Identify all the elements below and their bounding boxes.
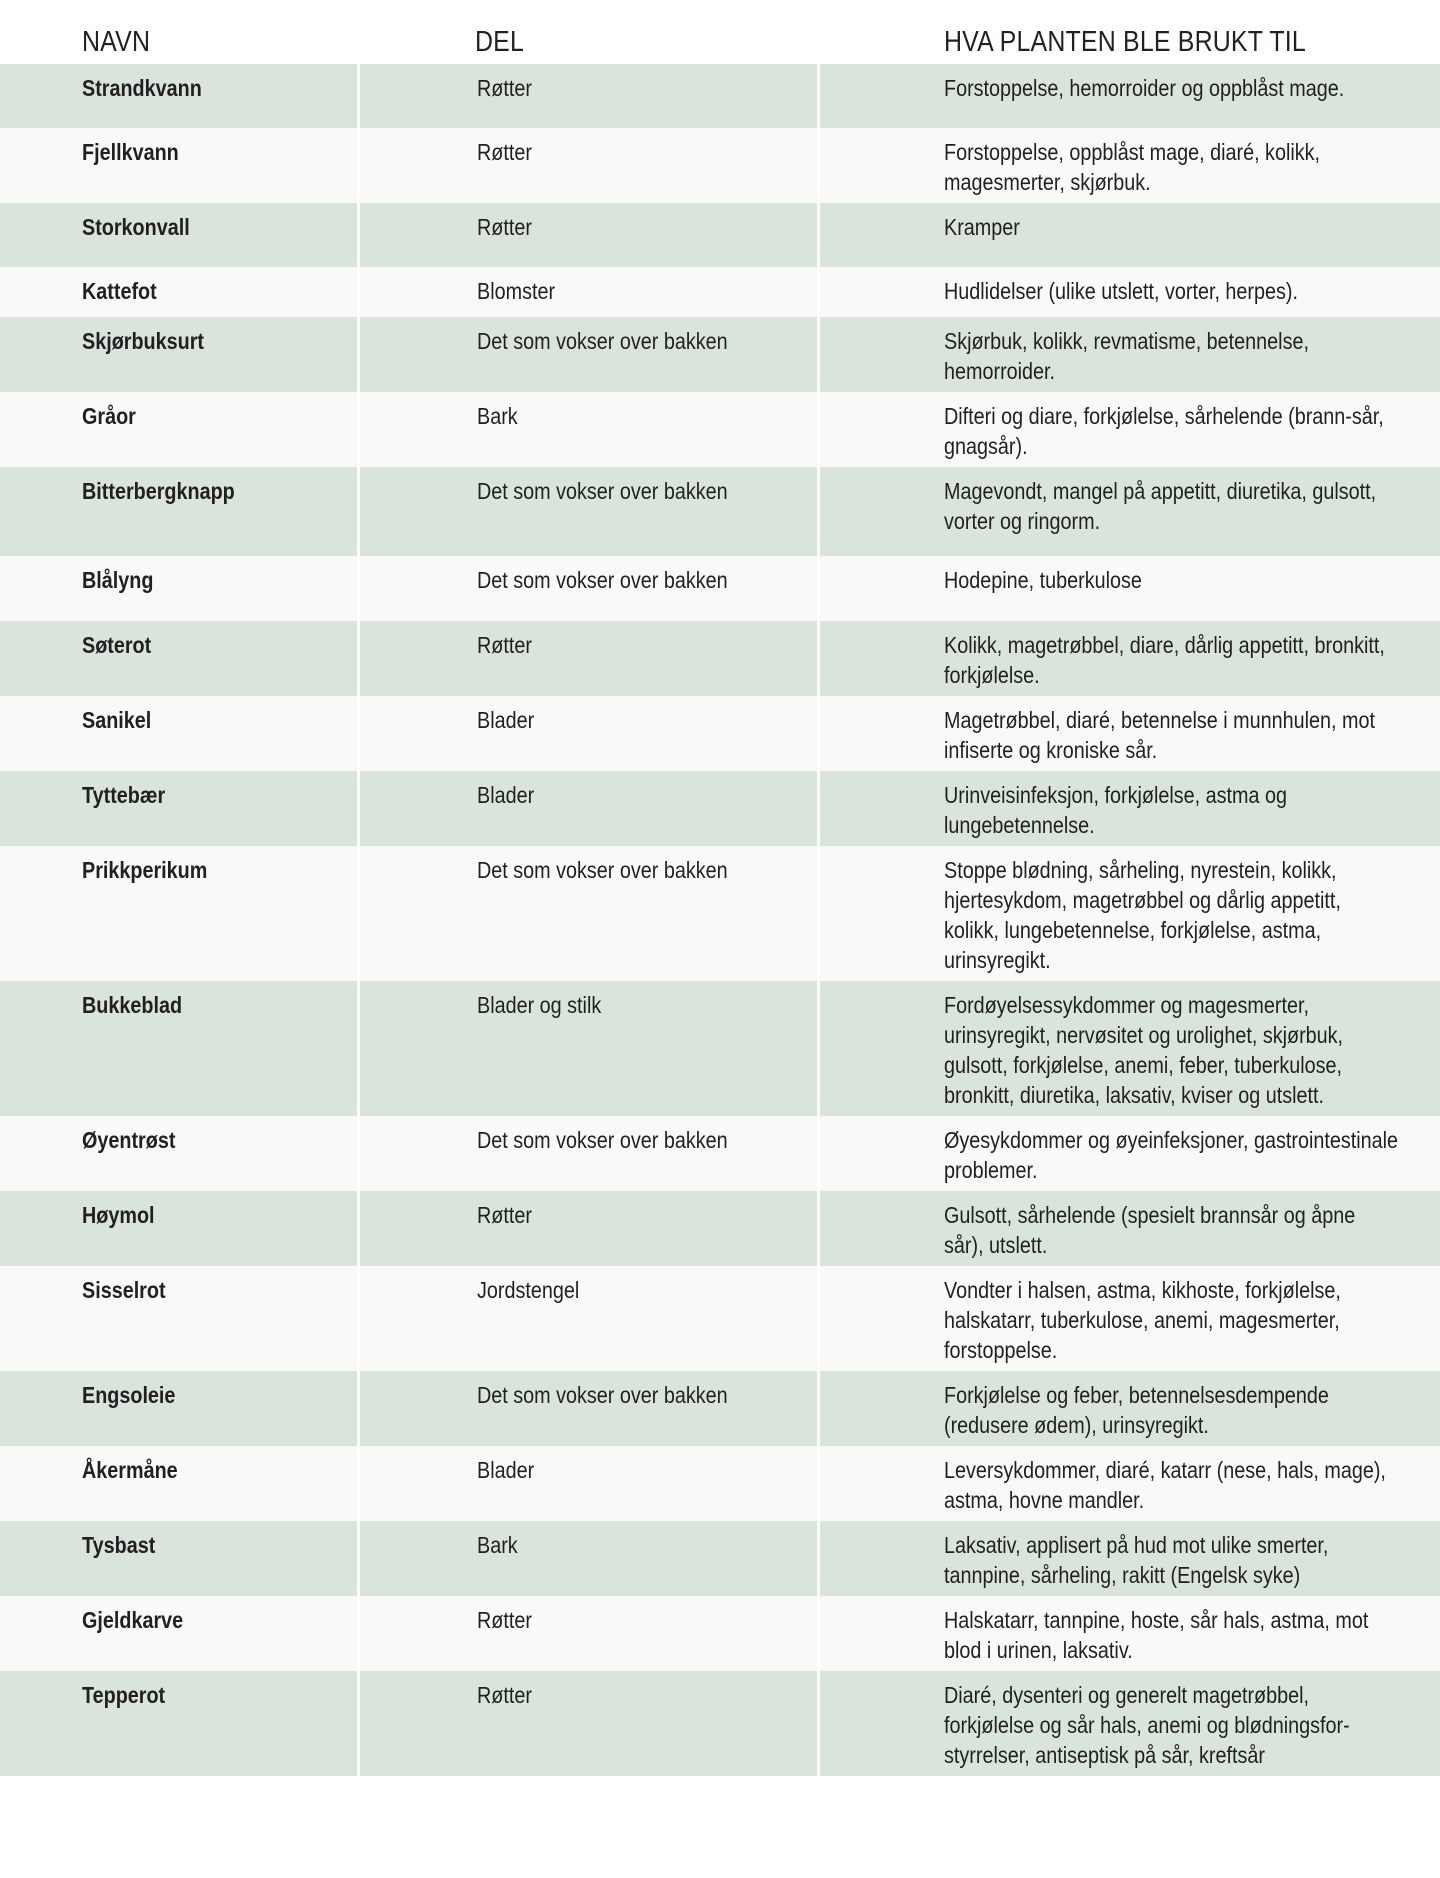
- plant-part-cell: [358, 467, 818, 556]
- plant-use-cell: [818, 771, 1440, 846]
- plant-use: Gulsott, sårhelende (spesielt brannsår og åpne sår), utslett.: [943, 1202, 1355, 1258]
- plant-name-cell: [0, 467, 358, 556]
- table-row: [0, 556, 1440, 621]
- table-row: [0, 1266, 1440, 1371]
- plant-name-cell: [0, 771, 358, 846]
- table-row: [0, 392, 1440, 467]
- plant-part-cell: [358, 696, 818, 771]
- table-row: [0, 267, 1440, 317]
- plant-use-cell: [818, 981, 1440, 1116]
- plant-use-cell: [818, 1371, 1440, 1446]
- plant-name: Blålyng: [82, 567, 154, 593]
- plant-part: Det som vokser over bakken: [476, 328, 728, 354]
- plant-use-cell: [818, 1596, 1440, 1671]
- table-row: [0, 128, 1440, 203]
- plant-part: Røtter: [476, 632, 532, 658]
- table-row: [0, 621, 1440, 696]
- plant-part: Blader: [476, 782, 534, 808]
- plant-name: Engsoleie: [82, 1382, 176, 1408]
- plant-name: Tyttebær: [82, 782, 166, 808]
- plant-part: Bark: [476, 1532, 518, 1558]
- plant-part: Det som vokser over bakken: [476, 478, 728, 504]
- plant-part-cell: [358, 1371, 818, 1446]
- plant-part-cell: [358, 1191, 818, 1266]
- table-row: [0, 1521, 1440, 1596]
- plant-use-cell: [818, 267, 1440, 317]
- plant-name-cell: [0, 317, 358, 392]
- plant-name-cell: [0, 1371, 358, 1446]
- plant-name: Fjellkvann: [82, 139, 179, 165]
- plant-use-cell: [818, 128, 1440, 203]
- plant-name-cell: [0, 64, 358, 128]
- plant-name: Sisselrot: [82, 1277, 166, 1303]
- plant-name: Høymol: [82, 1202, 155, 1228]
- plant-use: Stoppe blødning, sårheling, nyrestein, kolikk, hjertesykdom, magetrøbbel og dårlig appetitt, kolikk, lungebetennelse, forkjølelse, astma, urinsyregikt.: [943, 857, 1341, 973]
- plant-part-cell: [358, 267, 818, 317]
- plant-name: Strandkvann: [82, 75, 202, 101]
- plant-use-cell: [818, 1521, 1440, 1596]
- plant-name: Tysbast: [82, 1532, 156, 1558]
- plant-use: Leversykdommer, diaré, katarr (nese, hals, mage), astma, hovne mandler.: [943, 1457, 1386, 1513]
- table-row: [0, 64, 1440, 128]
- plant-part: Røtter: [476, 75, 532, 101]
- plant-part-cell: [358, 392, 818, 467]
- plant-use: Kramper: [943, 214, 1020, 240]
- plant-name-cell: [0, 1191, 358, 1266]
- plant-use-cell: [818, 846, 1440, 981]
- plant-name-cell: [0, 267, 358, 317]
- table-row: [0, 1446, 1440, 1521]
- plant-use-cell: [818, 1116, 1440, 1191]
- plant-part: Blader og stilk: [476, 992, 601, 1018]
- plant-part: Røtter: [476, 1202, 532, 1228]
- plant-name: Skjørbuksurt: [82, 328, 205, 354]
- plant-name: Gråor: [82, 403, 136, 429]
- plant-part-cell: [358, 1116, 818, 1191]
- table-row: [0, 846, 1440, 981]
- plant-use: Fordøyelsessykdommer og magesmerter, urinsyregikt, nervøsitet og urolighet, skjørbuk, gulsott, forkjølelse, anemi, feber, tuberkulose, bronkitt, diuretika, laksativ, kviser og utslett.: [943, 992, 1343, 1108]
- plant-use: Urinveisinfeksjon, forkjølelse, astma og lungebetennelse.: [943, 782, 1287, 838]
- plant-part: Røtter: [476, 1682, 532, 1708]
- plant-name-cell: [0, 556, 358, 621]
- plant-use-cell: [818, 317, 1440, 392]
- table-row: [0, 696, 1440, 771]
- table-row: [0, 317, 1440, 392]
- plant-part-cell: [358, 981, 818, 1116]
- plant-part: Jordstengel: [476, 1277, 579, 1303]
- table-row: [0, 771, 1440, 846]
- plant-part-cell: [358, 1521, 818, 1596]
- plant-name: Prikkperikum: [82, 857, 208, 883]
- plant-use: Øyesykdommer og øyeinfeksjoner, gastrointestinale problemer.: [943, 1127, 1398, 1183]
- plant-name: Øyentrøst: [82, 1127, 176, 1153]
- plant-part-cell: [358, 317, 818, 392]
- plant-use: Diaré, dysenteri og generelt magetrøbbel, forkjølelse og sår hals, anemi og blødningsfor-styrrelser, antiseptisk på sår, kreftsår: [943, 1682, 1350, 1768]
- plant-part-cell: [358, 771, 818, 846]
- plant-part-cell: [358, 128, 818, 203]
- plant-use: Laksativ, applisert på hud mot ulike smerter, tannpine, sårheling, rakitt (Engelsk syke): [943, 1532, 1328, 1588]
- plant-name-cell: [0, 1116, 358, 1191]
- plant-use: Forstoppelse, oppblåst mage, diaré, kolikk, magesmerter, skjørbuk.: [943, 139, 1320, 195]
- plant-name-cell: [0, 128, 358, 203]
- plant-part: Røtter: [476, 214, 532, 240]
- plant-part-cell: [358, 1446, 818, 1521]
- plant-part-cell: [358, 203, 818, 267]
- plant-name: Storkonvall: [82, 214, 190, 240]
- plant-part: Blomster: [476, 278, 555, 304]
- plant-name-cell: [0, 1521, 358, 1596]
- table-row: [0, 1596, 1440, 1671]
- plant-name: Bukkeblad: [82, 992, 183, 1018]
- plant-use-cell: [818, 1266, 1440, 1371]
- plant-use: Forstoppelse, hemorroider og oppblåst mage.: [943, 75, 1344, 101]
- plant-name: Kattefot: [82, 278, 157, 304]
- table-row: [0, 203, 1440, 267]
- plant-part: Det som vokser over bakken: [476, 567, 728, 593]
- plant-part: Røtter: [476, 1607, 532, 1633]
- plant-part: Det som vokser over bakken: [476, 1382, 728, 1408]
- plant-name: Åkermåne: [82, 1457, 178, 1483]
- plant-table-body: [0, 64, 1440, 1776]
- table-row: [0, 981, 1440, 1116]
- plant-name: Sanikel: [82, 707, 152, 733]
- table-row: [0, 1371, 1440, 1446]
- plant-part-cell: [358, 1671, 818, 1776]
- table-header: [0, 0, 1440, 64]
- table-row: [0, 1671, 1440, 1776]
- plant-name-cell: [0, 1266, 358, 1371]
- plant-name: Bitterbergknapp: [82, 478, 235, 504]
- plant-name-cell: [0, 846, 358, 981]
- plant-part-cell: [358, 621, 818, 696]
- plant-name: Tepperot: [82, 1682, 166, 1708]
- plant-use: Difteri og diare, forkjølelse, sårhelende (brann-sår, gnagsår).: [943, 403, 1384, 459]
- plant-use: Kolikk, magetrøbbel, diare, dårlig appetitt, bronkitt, forkjølelse.: [943, 632, 1385, 688]
- plant-name-cell: [0, 1671, 358, 1776]
- plant-name-cell: [0, 392, 358, 467]
- plant-part: Det som vokser over bakken: [476, 857, 728, 883]
- plant-use-cell: [818, 1671, 1440, 1776]
- plant-use: Magevondt, mangel på appetitt, diuretika, gulsott, vorter og ringorm.: [943, 478, 1376, 534]
- plant-use: Vondter i halsen, astma, kikhoste, forkjølelse, halskatarr, tuberkulose, anemi, magesmerter, forstoppelse.: [943, 1277, 1341, 1363]
- plant-part-cell: [358, 556, 818, 621]
- header-bruk: HVA PLANTEN BLE BRUKT TIL: [944, 26, 1306, 58]
- plant-name: Søterot: [82, 632, 152, 658]
- plant-name-cell: [0, 1446, 358, 1521]
- plant-part: Røtter: [476, 139, 532, 165]
- table-row: [0, 467, 1440, 556]
- plant-use-cell: [818, 392, 1440, 467]
- plant-name-cell: [0, 696, 358, 771]
- plant-part: Det som vokser over bakken: [476, 1127, 728, 1153]
- plant-name-cell: [0, 981, 358, 1116]
- plant-name-cell: [0, 203, 358, 267]
- plant-use: Forkjølelse og feber, betennelsesdempende (redusere ødem), urinsyregikt.: [943, 1382, 1329, 1438]
- plant-use: Magetrøbbel, diaré, betennelse i munnhulen, mot infiserte og kroniske sår.: [943, 707, 1375, 763]
- plant-name-cell: [0, 1596, 358, 1671]
- plant-part-cell: [358, 1596, 818, 1671]
- plant-use: Hudlidelser (ulike utslett, vorter, herpes).: [943, 278, 1298, 304]
- plant-name-cell: [0, 621, 358, 696]
- plant-table: [0, 64, 1440, 1776]
- plant-part: Blader: [476, 707, 534, 733]
- plant-use-cell: [818, 621, 1440, 696]
- table-row: [0, 1191, 1440, 1266]
- plant-part-cell: [358, 1266, 818, 1371]
- plant-use-cell: [818, 203, 1440, 267]
- header-del: DEL: [475, 26, 525, 58]
- plant-use-cell: [818, 64, 1440, 128]
- plant-part: Blader: [476, 1457, 534, 1483]
- plant-use-cell: [818, 1191, 1440, 1266]
- plant-use: Skjørbuk, kolikk, revmatisme, betennelse, hemorroider.: [943, 328, 1309, 384]
- plant-use-cell: [818, 1446, 1440, 1521]
- plant-use: Hodepine, tuberkulose: [943, 567, 1142, 593]
- header-navn: NAVN: [82, 26, 151, 58]
- plant-part: Bark: [476, 403, 518, 429]
- plant-use-cell: [818, 556, 1440, 621]
- plant-use-cell: [818, 467, 1440, 556]
- plant-use: Halskatarr, tannpine, hoste, sår hals, astma, mot blod i urinen, laksativ.: [943, 1607, 1368, 1663]
- table-row: [0, 1116, 1440, 1191]
- plant-part-cell: [358, 846, 818, 981]
- plant-use-cell: [818, 696, 1440, 771]
- plant-part-cell: [358, 64, 818, 128]
- plant-name: Gjeldkarve: [82, 1607, 184, 1633]
